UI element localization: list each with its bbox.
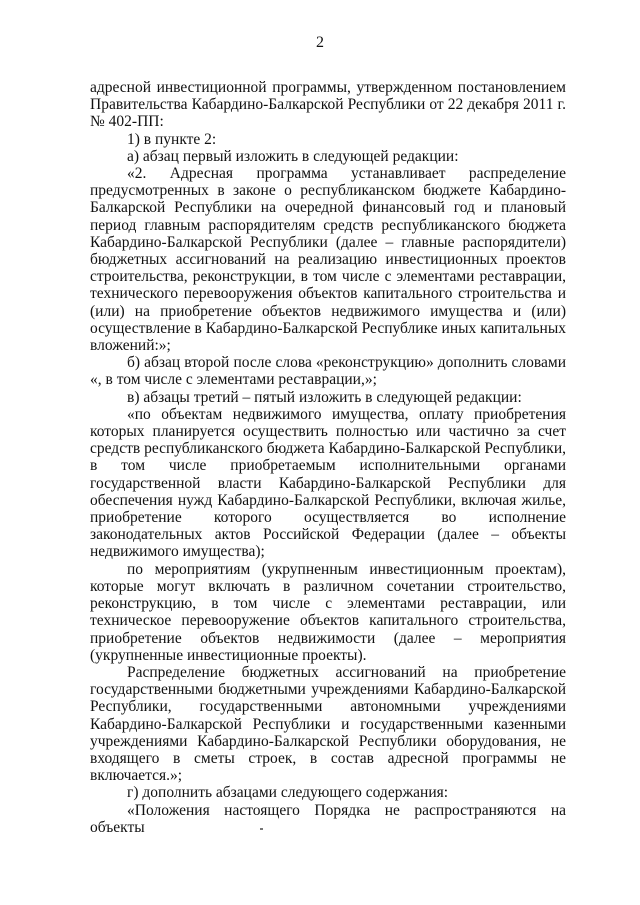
- paragraph-provisions: «Положения настоящего Порядка не распространяются на объекты: [90, 801, 566, 836]
- paragraph-subitem-g: г) дополнить абзацами следующего содержания:: [127, 784, 449, 802]
- paragraph-distribution: Распределение бюджетных ассигнований на приобретение государственными бюджетными учреждениями Кабардино-Балкарской Республики, государственными автономными учреждениями Кабардино-Балкарской Республики и государственными казенными учреждениями Кабардино-Балкарской Республики оборудования, не входящего в сметы строек, в состав адресной программы не включается.»;: [90, 663, 566, 785]
- paragraph-subitem-v: в) абзацы третий – пятый изложить в следующей редакции:: [127, 388, 522, 406]
- paragraph-measures: по мероприятиям (укрупненным инвестиционным проектам), которые могут включать в различном сочетании строительство, реконструкцию, в том числе с элементами реставрации, или техническое перевооружение объектов капитального строительства, приобретение объектов недвижимости (далее – мероприятия (укрупненные инвестиционные проекты).: [90, 560, 566, 664]
- paragraph-subitem-b: б) абзац второй после слова «реконструкцию» дополнить словами «, в том числе с элементами реставрации,»;: [90, 354, 566, 389]
- paragraph-resolution-reference: адресной инвестиционной программы, утвержденном постановлением Правительства Кабардино-Балкарской Республики от 22 декабря 2011 г. № 402-ПП:: [90, 79, 566, 131]
- scan-speck: [260, 828, 263, 830]
- page-number: 2: [316, 34, 324, 51]
- paragraph-subitem-a: а) абзац первый изложить в следующей редакции:: [127, 147, 459, 165]
- paragraph-quote-program: «2. Адресная программа устанавливает распределение предусмотренных в законе о республиканском бюджете Кабардино-Балкарской Республики на очередной финансовый год и плановый период главным распорядителям средств республиканского бюджета Кабардино-Балкарской Республики (далее – главные распорядители) бюджетных ассигнований на реализацию инвестиционных проектов строительства, реконструкции, в том числе с элементами реставрации, технического перевооружения объектов капитального строительства и (или) на приобретение объектов недвижимого имущества и (или) осуществление в Кабардино-Балкарской Республике иных капитальных вложений:»;: [90, 165, 566, 355]
- document-body: [90, 79, 566, 836]
- paragraph-quote-real-estate: «по объектам недвижимого имущества, оплату приобретения которых планируется осуществить полностью или частично за счет средств республиканского бюджета Кабардино-Балкарской Республики, в том числе приобретаемым исполнительными органами государственной власти Кабардино-Балкарской Республики для обеспечения нужд Кабардино-Балкарской Республики, включая жилье, приобретение которого осуществляется во исполнение законодательных актов Российской Федерации (далее – объекты недвижимого имущества);: [90, 405, 566, 561]
- paragraph-item-1: 1) в пункте 2:: [127, 130, 217, 148]
